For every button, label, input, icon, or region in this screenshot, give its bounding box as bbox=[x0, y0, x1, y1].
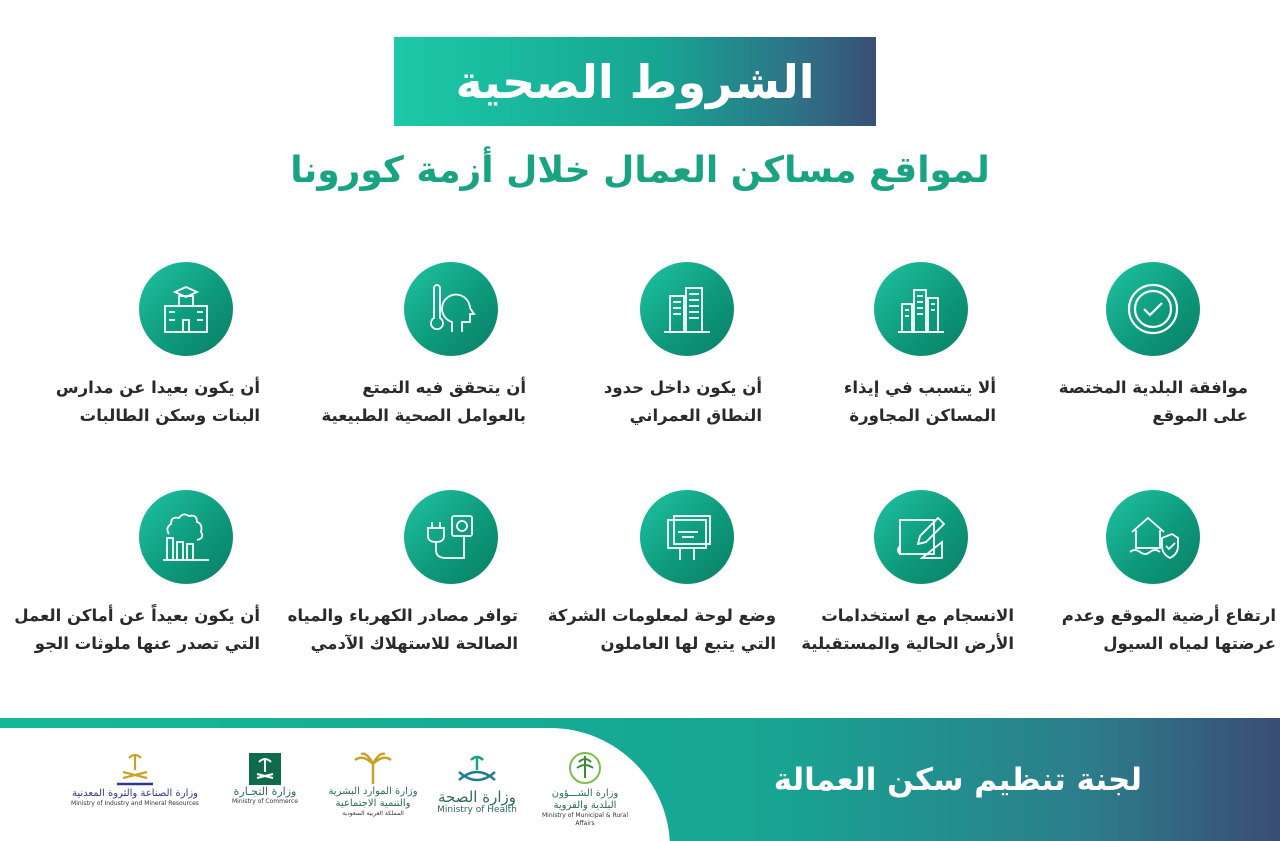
ministry-health-logo: وزارة الصحة Ministry of Health bbox=[432, 752, 522, 814]
item-line: أن يكون داخل حدود bbox=[603, 378, 762, 397]
item-line: النطاق العمراني bbox=[629, 406, 762, 425]
footer bbox=[0, 718, 1280, 841]
health-logo-icon bbox=[453, 752, 501, 788]
item-line: وضع لوحة لمعلومات الشركة bbox=[547, 606, 776, 625]
item-line: أن يكون بعيداً عن أماكن العمل bbox=[14, 606, 260, 625]
item-line: عرضتها لمياه السيول bbox=[1103, 634, 1276, 653]
signboard-icon bbox=[640, 490, 734, 584]
item-line: التي يتبع لها العاملون bbox=[600, 634, 776, 653]
ministry-municipal-logo: وزارة الشـــؤون البلدية والقروية Ministry of Municipal & Rural Affairs bbox=[540, 748, 630, 828]
page-subtitle: لمواقع مساكن العمال خلال أزمة كورونا bbox=[290, 150, 990, 191]
city-buildings-icon bbox=[874, 262, 968, 356]
item-line: توافر مصادر الكهرباء والمياه bbox=[287, 606, 518, 625]
item-line: ألا يتسبب في إيذاء bbox=[843, 378, 996, 397]
item-line: موافقة البلدية المختصة bbox=[1058, 378, 1248, 397]
ministry-industry-logo: وزارة الصناعة والثروة المعدنية Ministry of Industry and Mineral Resources bbox=[70, 750, 200, 808]
checkmark-icon bbox=[1106, 262, 1200, 356]
municipal-logo-icon bbox=[567, 748, 603, 788]
ministry-commerce-logo: وزارة التجـارة Ministry of Commerce bbox=[220, 752, 310, 806]
hr-logo-icon bbox=[353, 752, 393, 786]
factory-pollution-icon bbox=[139, 490, 233, 584]
item-line: أن يتحقق فيه التمتع bbox=[362, 378, 526, 397]
page-title: الشروط الصحية bbox=[455, 54, 815, 109]
blueprint-pencil-icon bbox=[874, 490, 968, 584]
item-line: الأرض الحالية والمستقبلية bbox=[801, 634, 1014, 653]
item-line: أن يكون بعيدا عن مدارس bbox=[55, 378, 260, 397]
school-icon bbox=[139, 262, 233, 356]
thermometer-head-icon bbox=[404, 262, 498, 356]
item-line: على الموقع bbox=[1152, 406, 1248, 425]
item-line: بالعوامل الصحية الطبيعية bbox=[321, 406, 526, 425]
item-line: البنات وسكن الطالبات bbox=[79, 406, 260, 425]
flood-house-shield-icon bbox=[1106, 490, 1200, 584]
office-buildings-icon bbox=[640, 262, 734, 356]
industry-logo-icon bbox=[115, 750, 155, 788]
title-banner bbox=[394, 37, 876, 126]
ministry-hr-logo: وزارة الموارد البشرية والتنمية الاجتماعية المملكة العربية السعودية bbox=[318, 752, 428, 818]
committee-name: لجنة تنظيم سكن العمالة bbox=[773, 762, 1142, 798]
item-line: الانسجام مع استخدامات bbox=[821, 606, 1014, 625]
commerce-logo-icon bbox=[248, 752, 282, 786]
item-line: ارتفاع أرضية الموقع وعدم bbox=[1061, 606, 1276, 625]
item-line: التي تصدر عنها ملوثات الجو bbox=[34, 634, 260, 653]
plug-socket-icon bbox=[404, 490, 498, 584]
item-line: المساكن المجاورة bbox=[849, 406, 996, 425]
item-line: الصالحة للاستهلاك الآدمي bbox=[310, 634, 518, 653]
